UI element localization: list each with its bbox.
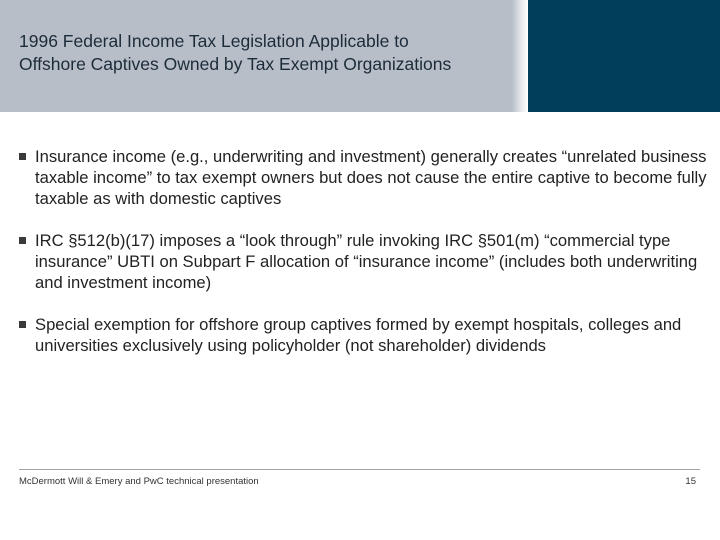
slide-title (19, 30, 509, 76)
square-bullet-icon (19, 321, 26, 328)
bullet-item (18, 146, 708, 209)
square-bullet-icon (19, 153, 26, 160)
bullet-item (18, 230, 708, 293)
page-number: 15 (685, 476, 696, 487)
header-accent-divider (512, 0, 528, 112)
header-dark-block (528, 0, 720, 112)
bullet-text: Special exemption for offshore group captives formed by exempt hospitals, colleges and universities exclusively using policyholder (not shareholder) dividends (35, 315, 682, 355)
bullet-text: Insurance income (e.g., underwriting and investment) generally creates “unrelated business taxable income” to tax exempt owners but does not cause the entire captive to become fully taxable as with domestic captives (35, 147, 707, 208)
square-bullet-icon (19, 237, 26, 244)
bullet-item (18, 314, 708, 356)
slide-title-line-1: 1996 Federal Income Tax Legislation Applicable to (19, 31, 409, 51)
footer-text: McDermott Will & Emery and PwC technical presentation (19, 476, 259, 487)
footer-divider (19, 469, 700, 470)
bullet-list (18, 146, 708, 377)
bullet-text: IRC §512(b)(17) imposes a “look through” rule invoking IRC §501(m) “commercial type insurance” UBTI on Subpart F allocation of “insurance income” (includes both underwriting and investment income) (35, 231, 698, 292)
slide-title-line-2: Offshore Captives Owned by Tax Exempt Organizations (19, 54, 452, 74)
